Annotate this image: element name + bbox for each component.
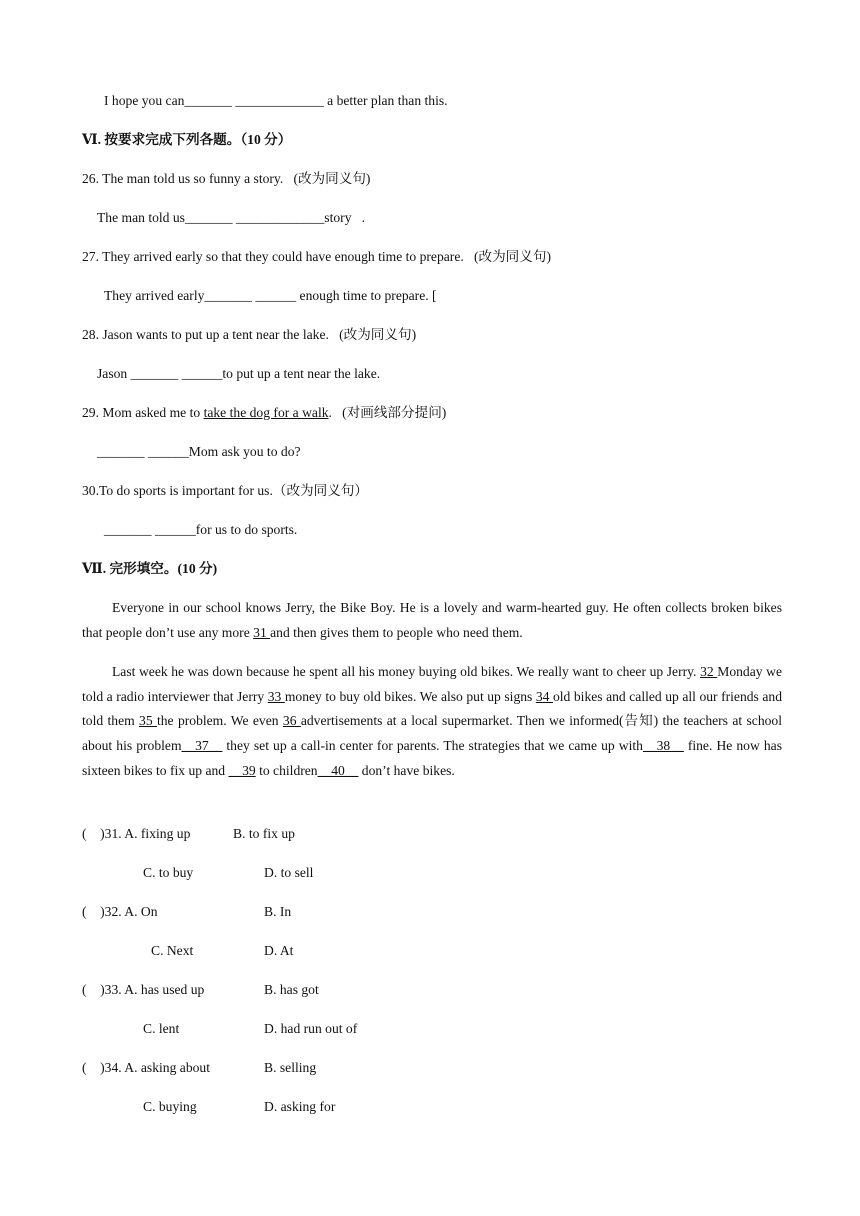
option-31-d: D. to sell: [264, 865, 314, 880]
option-31-b: B. to fix up: [233, 826, 295, 841]
option-32-d: D. At: [264, 943, 294, 958]
passage-paragraph-2: Last week he was down because he spent all his money buying old bikes. We really want to cheer up Jerry. 32 Monday we told a radio interviewer that Jerry 33 money to buy old bikes. We also put up signs 34 old bikes and called up all our friends and told them 35 the problem. We even 36 advertisements at a local supermarket. Then we informed(告知) the teachers at school about his problem__37__ they set up a call-in center for parents. The strategies that we came up with__38__ fine. He now has sixteen bikes to fix up and __39 to children__40__ don’t have bikes.: [82, 664, 782, 778]
blank-39: __39: [228, 762, 256, 778]
blank-35: 35: [139, 713, 157, 729]
option-32-a: ( )32. A. On: [82, 904, 158, 919]
blank-32: 32: [700, 664, 718, 679]
blank-40: __40__: [317, 762, 359, 778]
option-33-d: D. had run out of: [264, 1021, 358, 1036]
option-31-c: C. to buy: [143, 865, 194, 880]
underlined-phrase: take the dog for a walk: [203, 405, 329, 420]
option-31-a: ( )31. A. fixing up: [82, 826, 191, 841]
blank-38: __38__: [642, 738, 684, 754]
question-26: 26. The man told us so funny a story. (改为同义句): [82, 171, 371, 186]
section-6-title: Ⅵ. 按要求完成下列各题。（10 分）: [82, 132, 292, 147]
answer-30: _______ ______for us to do sports.: [104, 522, 298, 537]
passage-paragraph-1: Everyone in our school knows Jerry, the Bike Boy. He is a lovely and warm-hearted guy. He often collects broken bikes that people don’t use any more 31 and then gives them to people who need them.: [82, 600, 782, 640]
blank-31: 31: [253, 624, 271, 640]
question-30: 30.To do sports is important for us.（改为同义句）: [82, 483, 369, 498]
answer-26: The man told us_______ _____________story .: [97, 210, 366, 225]
option-34-d: D. asking for: [264, 1099, 336, 1114]
blank-33: 33: [267, 688, 285, 704]
question-29: 29. Mom asked me to take the dog for a walk. (对画线部分提问): [82, 405, 447, 420]
option-34-a: ( )34. A. asking about: [82, 1060, 210, 1075]
question-27: 27. They arrived early so that they could have enough time to prepare. (改为同义句): [82, 249, 551, 264]
option-34-c: C. buying: [143, 1099, 197, 1114]
option-33-c: C. lent: [143, 1021, 180, 1036]
answer-29: _______ ______Mom ask you to do?: [97, 444, 301, 459]
answer-28: Jason _______ ______to put up a tent near the lake.: [97, 366, 381, 381]
answer-27: They arrived early_______ ______ enough time to prepare. [: [104, 288, 437, 303]
option-33-a: ( )33. A. has used up: [82, 982, 205, 997]
option-34-b: B. selling: [264, 1060, 317, 1075]
top-answer-line: I hope you can_______ _____________ a better plan than this.: [104, 93, 448, 108]
blank-34: 34: [535, 688, 553, 704]
blank-36: 36: [282, 713, 301, 729]
question-28: 28. Jason wants to put up a tent near the lake. (改为同义句): [82, 327, 417, 342]
option-32-b: B. In: [264, 904, 292, 919]
blank-37: __37__: [181, 738, 223, 754]
option-33-b: B. has got: [264, 982, 319, 997]
section-7-title: Ⅶ. 完形填空。(10 分): [82, 561, 218, 576]
option-32-c: C. Next: [151, 943, 194, 958]
